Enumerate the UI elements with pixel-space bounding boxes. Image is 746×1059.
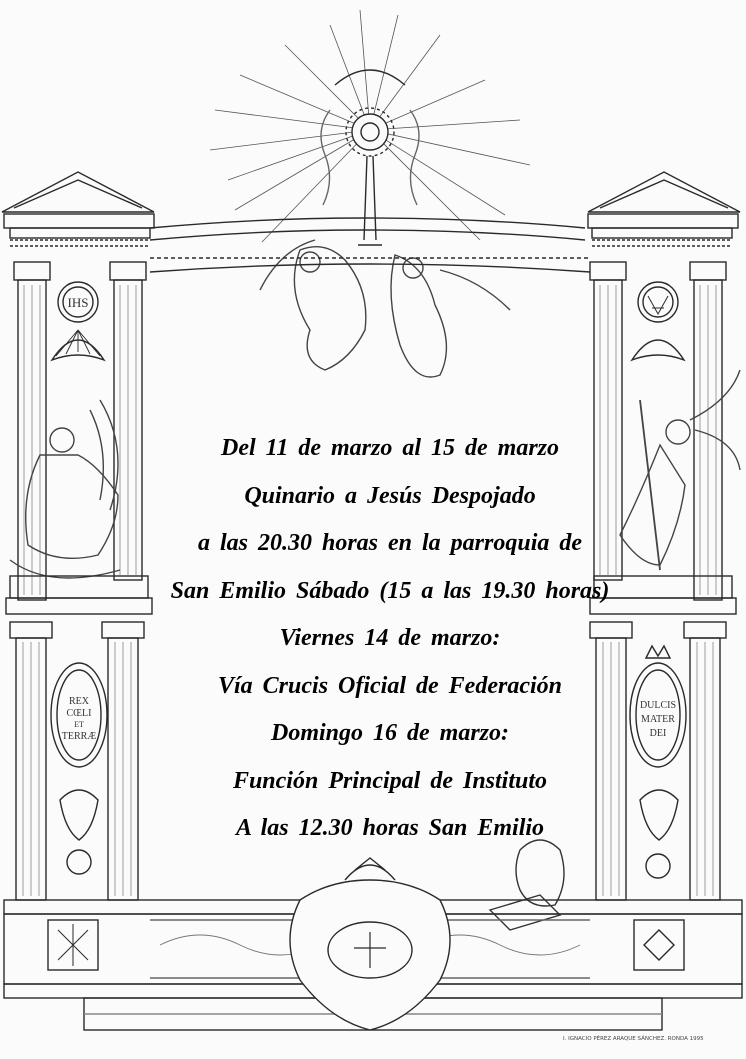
left-pediment-icon <box>2 172 154 246</box>
announcement-line-9: A las 12.30 horas San Emilio <box>235 815 545 841</box>
cartouche-right-3: DEI <box>649 728 667 739</box>
announcement-line-8: Función Principal de Instituto <box>232 767 548 794</box>
cartouche-right-1: DULCIS <box>639 700 677 711</box>
announcement-line-6: Vía Crucis Oficial de Federación <box>218 672 562 699</box>
cartouche-right-2: MATER <box>641 714 675 725</box>
cartouche-left-4: TERRÆ <box>61 731 97 742</box>
artist-credit: I. IGNACIO PÉREZ ARAQUE SÁNCHEZ. RONDA 1995 <box>563 1036 704 1042</box>
monogram-left: IHS <box>67 295 89 310</box>
announcement-line-3: a las 20.30 horas en la parroquia de <box>197 530 583 556</box>
cartouche-left-2: CŒLI <box>66 708 92 719</box>
angels-icon <box>260 240 510 377</box>
announcement-line-7: Domingo 16 de marzo: <box>270 720 509 746</box>
central-cartouche-icon <box>290 858 450 1030</box>
announcement-line-1: Del 11 de marzo al 15 de marzo <box>221 435 559 461</box>
seated-angel-left-icon <box>10 400 120 578</box>
cartouche-left-3: ET <box>74 720 84 729</box>
announcement-line-4: San Emilio Sábado (15 a las 19.30 horas) <box>170 577 610 604</box>
cartouche-left-1: REX <box>69 696 89 707</box>
monstrance-icon <box>210 10 530 245</box>
right-pediment-icon <box>588 172 740 246</box>
announcement-line-2: Quinario a Jesús Despojado <box>244 482 536 509</box>
announcement-text <box>140 428 640 856</box>
announcement-line-5: Viernes 14 de marzo: <box>279 625 501 651</box>
left-lower-columns-icon <box>10 622 144 900</box>
